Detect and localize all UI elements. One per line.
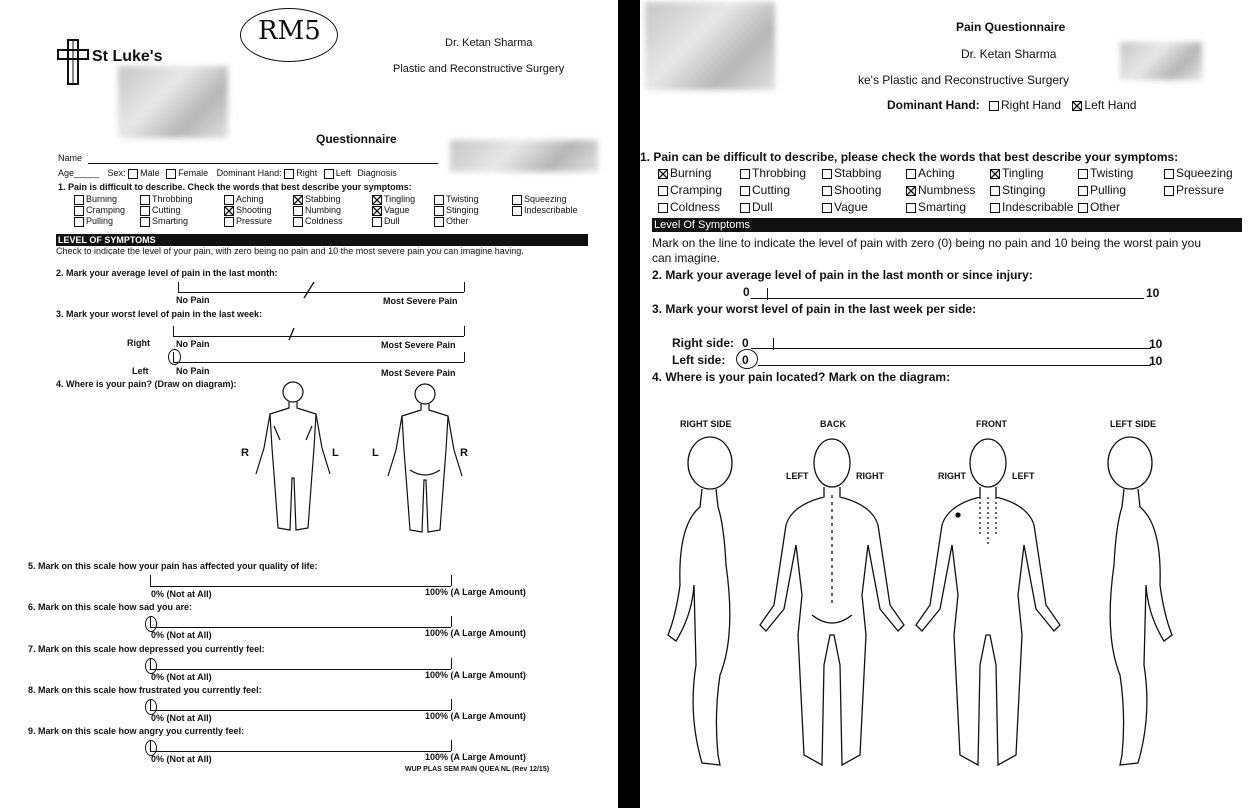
scale-min-label: 0% (Not at All) bbox=[151, 589, 212, 599]
unchecked-box-icon[interactable] bbox=[434, 206, 444, 216]
dominant-hand-row: Dominant Hand: Right Hand Left Hand bbox=[887, 98, 1137, 112]
left-word-checkbox-item[interactable] bbox=[74, 216, 113, 227]
scale-question-9: 9. Mark on this scale how angry you currently feel: bbox=[28, 726, 245, 736]
front-body-diagram bbox=[248, 378, 338, 538]
scale-line[interactable] bbox=[150, 710, 451, 711]
checkbox-label: Dull bbox=[384, 216, 400, 226]
scale-max-label: 100% (A Large Amount) bbox=[425, 587, 526, 597]
right-word-checkbox-item[interactable] bbox=[1164, 183, 1224, 197]
right-side-body-diagram bbox=[658, 435, 748, 775]
right-word-checkbox-item[interactable] bbox=[990, 166, 1044, 180]
checkbox-label: Throbbing bbox=[152, 194, 193, 204]
checkbox-label: Other bbox=[1090, 200, 1121, 214]
checkbox-label: Tingling bbox=[1002, 166, 1044, 180]
unchecked-box-icon[interactable] bbox=[140, 195, 150, 205]
right-word-checkbox-item[interactable] bbox=[990, 200, 1073, 214]
checkbox-label: Aching bbox=[918, 166, 955, 180]
checkbox-label: Vague bbox=[834, 200, 868, 214]
unchecked-box-icon[interactable] bbox=[740, 203, 750, 213]
unchecked-box-icon[interactable] bbox=[293, 217, 303, 227]
unchecked-box-icon[interactable] bbox=[740, 169, 750, 179]
unchecked-box-icon[interactable] bbox=[74, 206, 84, 216]
checkbox-label: Shooting bbox=[236, 205, 272, 215]
view-label-left-side: LEFT SIDE bbox=[1110, 419, 1157, 429]
checkbox-label: Shooting bbox=[834, 183, 882, 197]
left-word-checkbox-item[interactable] bbox=[372, 194, 415, 205]
view-label-right-side: RIGHT SIDE bbox=[680, 419, 732, 429]
checked-box-icon[interactable] bbox=[224, 206, 234, 216]
checkbox-label: Squeezing bbox=[524, 194, 567, 204]
scale-question-5: 5. Mark on this scale how your pain has affected your quality of life: bbox=[28, 561, 318, 571]
page-title: Pain Questionnaire bbox=[956, 20, 1066, 34]
left-word-checkbox-item[interactable] bbox=[293, 216, 343, 227]
checkbox-label: Numbing bbox=[305, 205, 342, 215]
unchecked-box-icon[interactable] bbox=[1078, 186, 1088, 196]
right-word-checkbox-item[interactable] bbox=[1078, 183, 1126, 197]
q4-text: 4. Where is your pain? (Draw on diagram): bbox=[56, 379, 237, 389]
right-word-checkbox-item[interactable] bbox=[740, 200, 773, 214]
right-word-checkbox-item[interactable] bbox=[740, 166, 806, 180]
form-footer: WUP PLAS SEM PAIN QUEA NL (Rev 12/15) bbox=[405, 766, 550, 773]
scale-question-6: 6. Mark on this scale how sad you are: bbox=[28, 602, 193, 612]
checked-box-icon[interactable] bbox=[293, 195, 303, 205]
checked-box-icon[interactable] bbox=[906, 186, 916, 196]
unchecked-box-icon[interactable] bbox=[512, 195, 522, 205]
left-word-checkbox-item[interactable] bbox=[512, 205, 578, 216]
unchecked-box-icon[interactable] bbox=[1078, 169, 1088, 179]
right-word-checkbox-item[interactable] bbox=[1078, 200, 1120, 214]
right-word-checkbox-item[interactable] bbox=[822, 183, 881, 197]
q3-text: 3. Mark your worst level of pain in the last week per side: bbox=[652, 302, 977, 316]
checked-box-icon[interactable] bbox=[990, 169, 1000, 179]
checkbox-label: Dull bbox=[752, 200, 773, 214]
checkbox-label: Burning bbox=[86, 194, 118, 204]
q3-text: 3. Mark your worst level of pain in the last week: bbox=[56, 309, 263, 319]
checkbox-label: Pulling bbox=[86, 216, 114, 226]
unchecked-box-icon[interactable] bbox=[990, 186, 1000, 196]
right-word-checkbox-item[interactable] bbox=[658, 200, 720, 214]
left-word-checkbox-item[interactable] bbox=[372, 205, 409, 216]
scale-min-label: 0% (Not at All) bbox=[151, 754, 212, 764]
unchecked-box-icon[interactable] bbox=[224, 195, 234, 205]
scale-line[interactable] bbox=[150, 751, 451, 752]
left-word-checkbox-item[interactable] bbox=[293, 194, 341, 205]
department-name: ke's Plastic and Reconstructive Surgery bbox=[858, 73, 1070, 87]
level-of-symptoms-header: LEVEL OF SYMPTOMS bbox=[56, 234, 588, 246]
scale-min-label: 0% (Not at All) bbox=[151, 630, 212, 640]
unchecked-box-icon[interactable] bbox=[372, 217, 382, 227]
scale-line[interactable] bbox=[150, 669, 451, 670]
handwritten-circle-mark bbox=[145, 740, 157, 756]
unchecked-box-icon[interactable] bbox=[74, 195, 84, 205]
checkbox-label: Indescribable bbox=[524, 205, 578, 215]
left-word-checkbox-item[interactable] bbox=[372, 216, 400, 227]
handwritten-annotation: RM5 bbox=[258, 16, 321, 46]
checkbox-label: Pressure bbox=[236, 216, 273, 226]
unchecked-box-icon[interactable] bbox=[512, 206, 522, 216]
unchecked-box-icon[interactable] bbox=[140, 206, 150, 216]
left-word-checkbox-item[interactable] bbox=[434, 216, 469, 227]
unchecked-box-icon[interactable] bbox=[1164, 169, 1174, 179]
unchecked-box-icon[interactable] bbox=[293, 206, 303, 216]
unchecked-box-icon[interactable] bbox=[822, 169, 832, 179]
q1-text: 1. Pain can be difficult to describe, please check the words that best describe your symptoms: bbox=[640, 150, 1179, 164]
checkbox-label: Squeezing bbox=[1176, 166, 1233, 180]
left-word-checkbox-item[interactable] bbox=[224, 194, 264, 205]
back-body-diagram bbox=[752, 435, 912, 775]
logo-text: St Luke's bbox=[92, 48, 163, 65]
left-word-checkbox-item[interactable] bbox=[224, 216, 272, 227]
left-word-checkbox-item[interactable] bbox=[512, 194, 567, 205]
checkbox-label: Tingling bbox=[384, 194, 416, 204]
left-word-checkbox-item[interactable] bbox=[434, 205, 479, 216]
redacted-block bbox=[450, 140, 598, 172]
checkbox-label: Smarting bbox=[918, 200, 967, 214]
view-label-back: BACK bbox=[820, 419, 846, 429]
doctor-name: Dr. Ketan Sharma bbox=[445, 37, 533, 49]
checkbox-label: Cutting bbox=[752, 183, 791, 197]
checkbox-label: Pressure bbox=[1176, 183, 1225, 197]
front-body-diagram bbox=[908, 435, 1068, 775]
unchecked-box-icon[interactable] bbox=[822, 203, 832, 213]
checkbox-label: Vague bbox=[384, 205, 410, 215]
level-of-symptoms-header: Level Of Symptoms bbox=[652, 218, 1242, 232]
view-label-front: FRONT bbox=[976, 419, 1007, 429]
redacted-block bbox=[1120, 42, 1202, 80]
unchecked-box-icon[interactable] bbox=[434, 217, 444, 227]
unchecked-box-icon[interactable] bbox=[658, 203, 668, 213]
scale-line[interactable] bbox=[150, 627, 451, 628]
unchecked-box-icon[interactable] bbox=[1164, 186, 1174, 196]
checkbox-label: Coldness bbox=[670, 200, 721, 214]
doctor-name: Dr. Ketan Sharma bbox=[961, 47, 1057, 61]
pen-mark bbox=[300, 282, 320, 298]
level-instructions: Check to indicate the level of your pain, with zero being no pain and 10 the most severe pain you can imagine having. bbox=[56, 246, 524, 256]
q1-text: 1. Pain is difficult to describe. Check the words that best describe your symptoms: bbox=[58, 182, 412, 192]
scale-line[interactable] bbox=[150, 586, 451, 587]
name-label: Name bbox=[58, 153, 83, 163]
right-word-checkbox-item[interactable] bbox=[822, 200, 868, 214]
left-side-body-diagram bbox=[1090, 435, 1190, 775]
scale-max-label: 100% (A Large Amount) bbox=[425, 752, 526, 762]
right-word-checkbox-item[interactable] bbox=[906, 166, 955, 180]
level-instructions-line2: can imagine. bbox=[652, 251, 721, 265]
page-separator bbox=[618, 0, 640, 808]
checkbox-label: Stinging bbox=[1002, 183, 1046, 197]
checkbox-label: Twisting bbox=[446, 194, 479, 204]
back-body-diagram bbox=[380, 380, 470, 540]
q2-text: 2. Mark your average level of pain in the last month: bbox=[56, 268, 278, 278]
redacted-block bbox=[645, 2, 775, 90]
unchecked-box-icon[interactable] bbox=[1078, 203, 1088, 213]
q2-text: 2. Mark your average level of pain in the last month or since injury: bbox=[652, 268, 1033, 282]
right-word-checkbox-item[interactable] bbox=[1164, 166, 1233, 180]
checkbox-label: Indescribable bbox=[1002, 200, 1074, 214]
redacted-block bbox=[118, 66, 228, 138]
scale-max-label: 100% (A Large Amount) bbox=[425, 711, 526, 721]
unchecked-box-icon[interactable] bbox=[740, 186, 750, 196]
checked-box-icon[interactable] bbox=[372, 206, 382, 216]
left-word-checkbox-item[interactable] bbox=[224, 205, 272, 216]
scale-question-7: 7. Mark on this scale how depressed you currently feel: bbox=[28, 644, 265, 654]
checkbox-label: Numbness bbox=[918, 183, 976, 197]
checkbox-label: Smarting bbox=[152, 216, 189, 226]
unchecked-box-icon[interactable] bbox=[140, 217, 150, 227]
unchecked-box-icon[interactable] bbox=[906, 169, 916, 179]
left-questionnaire-page: RM5 St Luke's Dr. Ketan Sharma Plastic and Reconstructive Surgery Questionnaire Name Age_____ Sex: Male Female Dominant Hand: Right Left Diagnosis 1. Pain is difficult to describe. Check the words that best describe your symptoms: Burning Throbbing Aching Stabbing Tingling Twisting Squeezing Cramping Cutting Shooting Numbing Vague Stinging Indescribable Pulling Smarting Pressure Coldness Dull Other LEVEL OF SYMPTOMS Check to indicate the level of your pain, with zero being no pain and 10 the most severe pain you can imagine having. 2. Mark your average level of pain in the last month: No Pain Most Severe Pain 3. Mark your worst level of pain in the last week: Right No Pain Most Severe Pain Left No Pain Most Severe Pain 4. Where is your pain? (Draw on diagram): R L L R 5. Mark on this scale how your pain has affected your quality of life: 0% (Not at All) 100% (A Large Amount) 6. Mark on this scale how sad you are: 0% (Not at All) 100% (A Large Amount) 7. Mark on this scale how depressed you currently feel: 0% (Not at All) 100% (A Large Amount) 8. Mark on this scale how frustrated you currently feel: 0% (Not at All) 100% (A Large Amount) 9. Mark on this scale how angry you currently feel: 0% (Not at All) 100% (A Large Amount) WUP PLAS SEM PAIN QUEA NL (Rev 12/15) bbox=[0, 0, 618, 808]
right-word-checkbox-item[interactable] bbox=[906, 200, 966, 214]
unchecked-box-icon[interactable] bbox=[434, 195, 444, 205]
scale-min-label: 0% (Not at All) bbox=[151, 672, 212, 682]
unchecked-box-icon[interactable] bbox=[990, 203, 1000, 213]
scale-min-label: 0% (Not at All) bbox=[151, 713, 212, 723]
handwritten-circle-mark bbox=[145, 658, 157, 674]
checked-box-icon[interactable] bbox=[658, 169, 668, 179]
unchecked-box-icon[interactable] bbox=[822, 186, 832, 196]
q4-text: 4. Where is your pain located? Mark on the diagram: bbox=[652, 370, 951, 384]
checkbox-label: Burning bbox=[670, 166, 712, 180]
checked-box-icon[interactable] bbox=[372, 195, 382, 205]
checkbox-label: Cramping bbox=[670, 183, 723, 197]
right-word-checkbox-item[interactable] bbox=[1078, 166, 1133, 180]
checkbox-label: Throbbing bbox=[752, 166, 807, 180]
checkbox-label: Stabbing bbox=[834, 166, 882, 180]
left-word-checkbox-item[interactable] bbox=[293, 205, 341, 216]
right-word-checkbox-item[interactable] bbox=[906, 183, 975, 197]
unchecked-box-icon[interactable] bbox=[658, 186, 668, 196]
checkbox-label: Stabbing bbox=[305, 194, 341, 204]
unchecked-box-icon[interactable] bbox=[906, 203, 916, 213]
level-instructions-line1: Mark on the line to indicate the level of pain with zero (0) being no pain and 10 being the worst pain you bbox=[652, 236, 1202, 250]
scale-max-label: 100% (A Large Amount) bbox=[425, 670, 526, 680]
left-word-checkbox-item[interactable] bbox=[140, 205, 181, 216]
checkbox-label: Cutting bbox=[152, 205, 181, 215]
checkbox-label: Other bbox=[446, 216, 469, 226]
left-word-checkbox-item[interactable] bbox=[434, 194, 479, 205]
handwritten-circle-mark bbox=[145, 699, 157, 715]
right-word-checkbox-item[interactable] bbox=[990, 183, 1045, 197]
unchecked-box-icon[interactable] bbox=[74, 217, 84, 227]
left-word-checkbox-item[interactable] bbox=[74, 205, 125, 216]
unchecked-box-icon[interactable] bbox=[224, 217, 234, 227]
right-word-checkbox-item[interactable] bbox=[822, 166, 881, 180]
right-word-checkbox-item[interactable] bbox=[740, 183, 790, 197]
checkbox-label: Aching bbox=[236, 194, 264, 204]
checkbox-label: Twisting bbox=[1090, 166, 1134, 180]
left-word-checkbox-item[interactable] bbox=[74, 194, 117, 205]
scale-max-label: 100% (A Large Amount) bbox=[425, 628, 526, 638]
left-word-checkbox-item[interactable] bbox=[140, 216, 188, 227]
scale-question-8: 8. Mark on this scale how frustrated you currently feel: bbox=[28, 685, 262, 695]
left-word-checkbox-item[interactable] bbox=[140, 194, 193, 205]
info-row: Age_____ Sex: Male Female Dominant Hand: Right Left Diagnosis bbox=[58, 168, 397, 178]
right-word-checkbox-item[interactable] bbox=[658, 183, 722, 197]
right-word-checkbox-item[interactable] bbox=[658, 166, 711, 180]
handwritten-circle-mark bbox=[145, 616, 157, 632]
checkbox-label: Pulling bbox=[1090, 183, 1127, 197]
checkbox-label: Coldness bbox=[305, 216, 343, 226]
st-lukes-cross-icon bbox=[58, 40, 88, 84]
page-title: Questionnaire bbox=[316, 132, 397, 146]
department-name: Plastic and Reconstructive Surgery bbox=[393, 63, 565, 75]
right-questionnaire-page: Pain Questionnaire Dr. Ketan Sharma ke's Plastic and Reconstructive Surgery Dominant Hand: Right Hand Left Hand 1. Pain can be difficult to describe, please check the words that best describe your symptoms: Burning Throbbing Stabbing Aching Tingling Twisting Squeezing Cramping Cutting Shooting Numbness Stinging Pulling Pressure Coldness Dull Vague Smarting Indescribable Other Level Of Symptoms Mark on the line to indicate the level of pain with zero (0) being no pain and 10 being the worst pain you can imagine. 2. Mark your average level of pain in the last month or since injury: 0 10 3. Mark your worst level of pain in the last week per side: Right side: 0 10 Left side: 0 10 4. Where is your pain located? Mark on the diagram: RIGHT SIDE BACK FRONT LEFT SIDE LEFT RIGHT RIGHT LEFT bbox=[640, 0, 1258, 808]
checkbox-label: Stinging bbox=[446, 205, 479, 215]
checkbox-label: Cramping bbox=[86, 205, 126, 215]
